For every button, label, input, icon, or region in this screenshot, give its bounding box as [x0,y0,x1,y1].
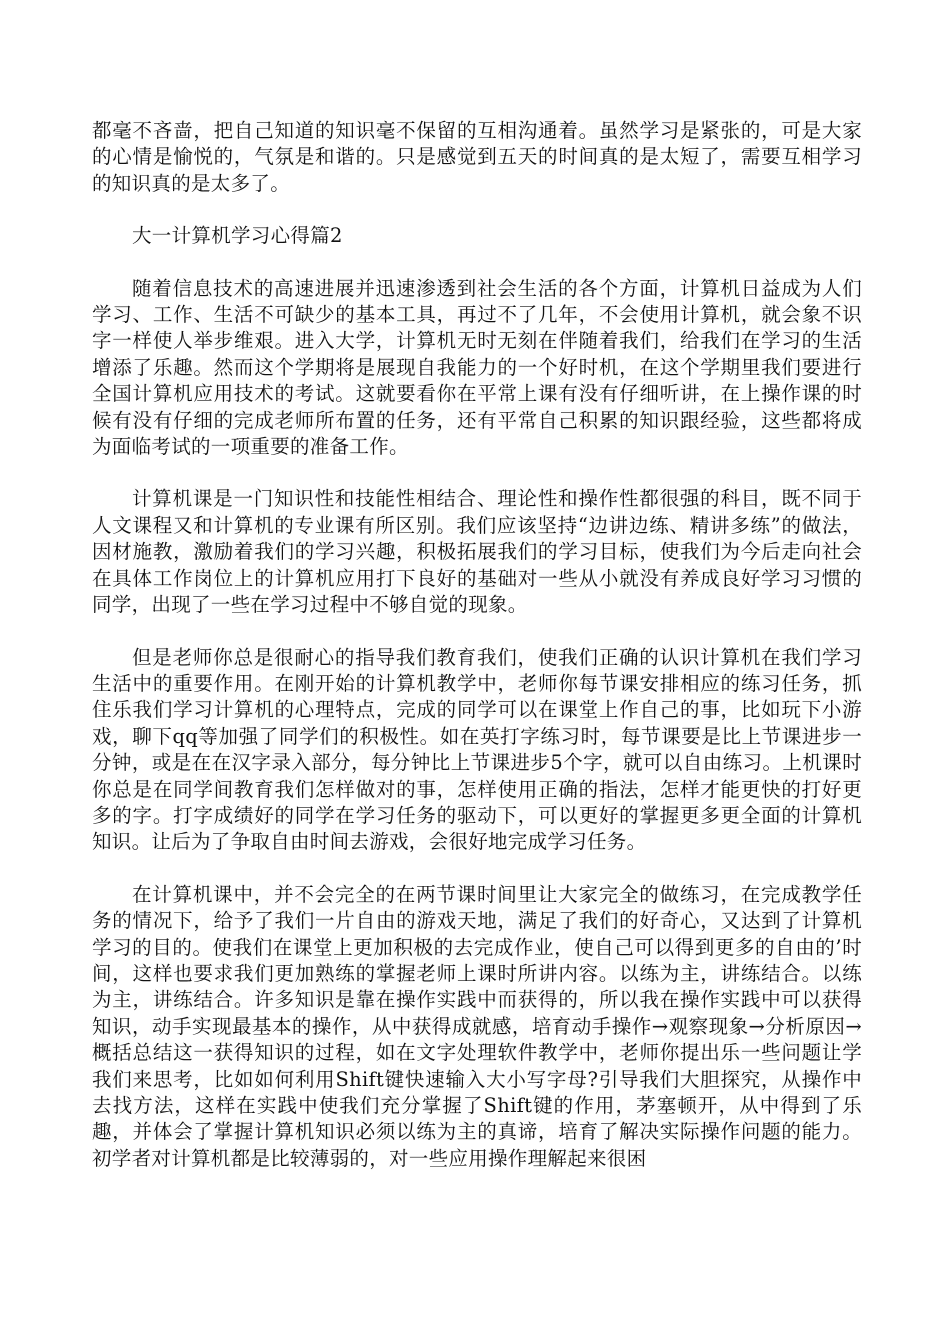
section-heading: 大一计算机学习心得篇2 [132,224,343,248]
body-paragraph-2: 计算机课是一门知识性和技能性相结合、理论性和操作性都很强的科目，既不同于人文课程又和计算机的专业课有所区别。我们应该坚持“边讲边练、精讲多练”的做法，因材施教，激励着我们的学习兴趣，积极拓展我们的学习目标，使我们为今后走向社会在具体工作岗位上的计算机应用打下良好的基础对一些从小就没有养成良好学习习惯的同学，出现了一些在学习过程中不够自觉的现象。 [92,487,862,617]
body-paragraph-1: 随着信息技术的高速进展并迅速渗透到社会生活的各个方面，计算机日益成为人们学习、工作、生活不可缺少的基本工具，再过不了几年，不会使用计算机，就会象不识字一样使人举步维艰。进入大学，计算机无时无刻在伴随着我们，给我们在学习的生活增添了乐趣。然而这个学期将是展现自我能力的一个好时机，在这个学期里我们要进行全国计算机应用技术的考试。这就要看你在平常上课有没有仔细听讲，在上操作课的时候有没有仔细的完成老师所布置的任务，还有平常自己积累的知识跟经验，这些都将成为面临考试的一项重要的准备工作。 [92,276,862,459]
document-body [92,118,862,1198]
intro-paragraph: 都毫不吝啬，把自己知道的知识毫不保留的互相沟通着。虽然学习是紧张的，可是大家的心情是愉悦的，气氛是和谐的。只是感觉到五天的时间真的是太短了，需要互相学习的知识真的是太多了。 [92,119,862,195]
body-paragraph-4: 在计算机课中，并不会完全的在两节课时间里让大家完全的做练习，在完成教学任务的情况下，给予了我们一片自由的游戏天地，满足了我们的好奇心，又达到了计算机学习的目的。使我们在课堂上更加积极的去完成作业，使自己可以得到更多的自由的’时间，这样也要求我们更加熟练的掌握老师上课时所讲内容。以练为主，讲练结合。以练为主，讲练结合。许多知识是靠在操作实践中而获得的，所以我在操作实践中可以获得知识，动手实现最基本的操作，从中获得成就感，培育动手操作→观察现象→分析原因→概括总结这一获得知识的过程，如在文字处理软件教学中，老师你提出乐一些问题让学我们来思考，比如如何利用Shift键快速输入大小写字母?引导我们大胆探究，从操作中去找方法，这样在实践中使我们充分掌握了Shift键的作用，茅塞顿开，从中得到了乐趣，并体会了掌握计算机知识必须以练为主的真谛，培育了解决实际操作问题的能力。初学者对计算机都是比较薄弱的，对一些应用操作理解起来很困 [92,882,862,1170]
body-paragraph-3: 但是老师你总是很耐心的指导我们教育我们，使我们正确的认识计算机在我们学习生活中的重要作用。在刚开始的计算机教学中，老师你每节课安排相应的练习任务，抓住乐我们学习计算机的心理特点，完成的同学可以在课堂上作自己的事，比如玩下小游戏，聊下qq等加强了同学们的积极性。如在英打字练习时，每节课要是比上节课进步一分钟，或是在在汉字录入部分，每分钟比上节课进步5个字，就可以自由练习。上机课时你总是在同学间教育我们怎样做对的事，怎样使用正确的指法，怎样才能更快的打好更多的字。打字成绩好的同学在学习任务的驱动下，可以更好的掌握更多更全面的计算机知识。让后为了争取自由时间去游戏，会很好地完成学习任务。 [92,645,862,854]
